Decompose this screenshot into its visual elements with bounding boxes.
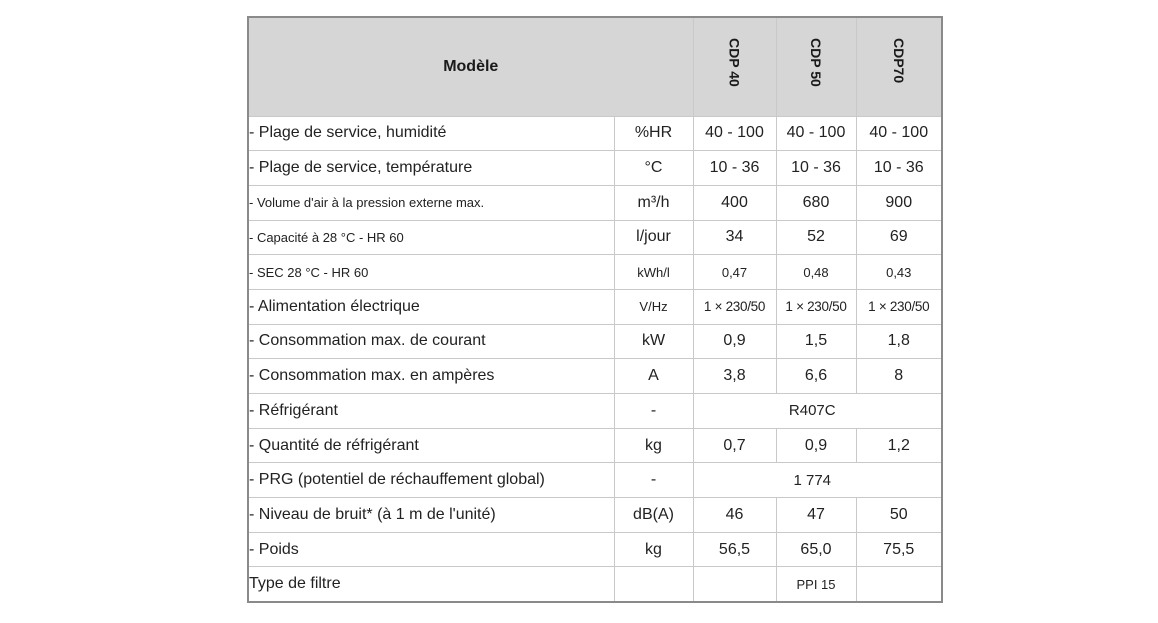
unit-cell: V/Hz [614, 289, 693, 324]
value-cell: 1,2 [856, 428, 942, 463]
header-row [248, 17, 942, 116]
value-cell: 10 - 36 [693, 151, 776, 186]
param-label: - Quantité de réfrigérant [248, 428, 614, 463]
unit-cell: %HR [614, 116, 693, 151]
value-cell: 0,9 [776, 428, 856, 463]
unit-cell: - [614, 463, 693, 498]
param-label: - Plage de service, humidité [248, 116, 614, 151]
value-cell: 0,48 [776, 255, 856, 290]
value-cell: 1 × 230/50 [693, 289, 776, 324]
table-row [248, 463, 942, 498]
value-cell: 75,5 [856, 532, 942, 567]
param-label: - Réfrigérant [248, 394, 614, 429]
model-header-cdp50 [776, 17, 856, 116]
param-label: - Consommation max. en ampères [248, 359, 614, 394]
table-row [248, 220, 942, 255]
value-cell: 46 [693, 498, 776, 533]
value-cell: 65,0 [776, 532, 856, 567]
unit-cell: kWh/l [614, 255, 693, 290]
value-cell: 10 - 36 [856, 151, 942, 186]
unit-cell: dB(A) [614, 498, 693, 533]
value-cell: 0,47 [693, 255, 776, 290]
model-header-label: Modèle [248, 17, 693, 116]
param-label: - Capacité à 28 °C - HR 60 [248, 220, 614, 255]
value-cell: 40 - 100 [693, 116, 776, 151]
value-cell: 56,5 [693, 532, 776, 567]
value-cell: 1 × 230/50 [856, 289, 942, 324]
table-row [248, 324, 942, 359]
table-row [248, 185, 942, 220]
unit-cell: kg [614, 428, 693, 463]
value-cell [856, 567, 942, 602]
spec-table [247, 16, 943, 603]
param-label: - Niveau de bruit* (à 1 m de l'unité) [248, 498, 614, 533]
model-header-cdp70 [856, 17, 942, 116]
value-cell: 8 [856, 359, 942, 394]
value-cell: 400 [693, 185, 776, 220]
unit-cell: kW [614, 324, 693, 359]
table-row [248, 394, 942, 429]
table-row [248, 532, 942, 567]
unit-cell: l/jour [614, 220, 693, 255]
param-label: Type de filtre [248, 567, 614, 602]
value-cell: 3,8 [693, 359, 776, 394]
merged-value-cell [693, 394, 942, 429]
param-label: - Poids [248, 532, 614, 567]
param-label: - Alimentation électrique [248, 289, 614, 324]
unit-cell: kg [614, 532, 693, 567]
value-cell: 0,9 [693, 324, 776, 359]
model-name-cdp40: CDP 40 [726, 38, 743, 87]
value-cell: 40 - 100 [856, 116, 942, 151]
unit-cell: m³/h [614, 185, 693, 220]
value-cell: 0,7 [693, 428, 776, 463]
value-cell: 47 [776, 498, 856, 533]
param-label: - Plage de service, température [248, 151, 614, 186]
value-cell: 0,43 [856, 255, 942, 290]
value-cell: 10 - 36 [776, 151, 856, 186]
merged-value-cell [693, 463, 942, 498]
model-header-cdp40 [693, 17, 776, 116]
value-cell: 50 [856, 498, 942, 533]
value-cell: 1,5 [776, 324, 856, 359]
unit-cell: A [614, 359, 693, 394]
value-cell: PPI 15 [776, 567, 856, 602]
value-cell: 6,6 [776, 359, 856, 394]
value-cell: 34 [693, 220, 776, 255]
param-label: - SEC 28 °C - HR 60 [248, 255, 614, 290]
param-label: - PRG (potentiel de réchauffement global) [248, 463, 614, 498]
value-cell: 1 × 230/50 [776, 289, 856, 324]
model-name-cdp50: CDP 50 [808, 38, 824, 87]
table-row [248, 359, 942, 394]
table-row [248, 289, 942, 324]
table-row [248, 428, 942, 463]
table-row [248, 151, 942, 186]
table-row [248, 567, 942, 602]
value-cell: 1,8 [856, 324, 942, 359]
unit-cell: °C [614, 151, 693, 186]
value-cell: 680 [776, 185, 856, 220]
value-cell: 69 [856, 220, 942, 255]
value-cell: 40 - 100 [776, 116, 856, 151]
param-label: - Consommation max. de courant [248, 324, 614, 359]
table-row [248, 255, 942, 290]
table-row [248, 498, 942, 533]
unit-cell [614, 567, 693, 602]
value-cell: 900 [856, 185, 942, 220]
param-label: - Volume d'air à la pression externe max. [248, 185, 614, 220]
unit-cell: - [614, 394, 693, 429]
table-row [248, 116, 942, 151]
merged-value-text: R407C [788, 402, 836, 420]
value-cell [693, 567, 776, 602]
spec-sheet [247, 16, 941, 603]
value-cell: 52 [776, 220, 856, 255]
model-name-cdp70: CDP70 [890, 38, 907, 84]
merged-value-text: 1 774 [793, 471, 832, 489]
